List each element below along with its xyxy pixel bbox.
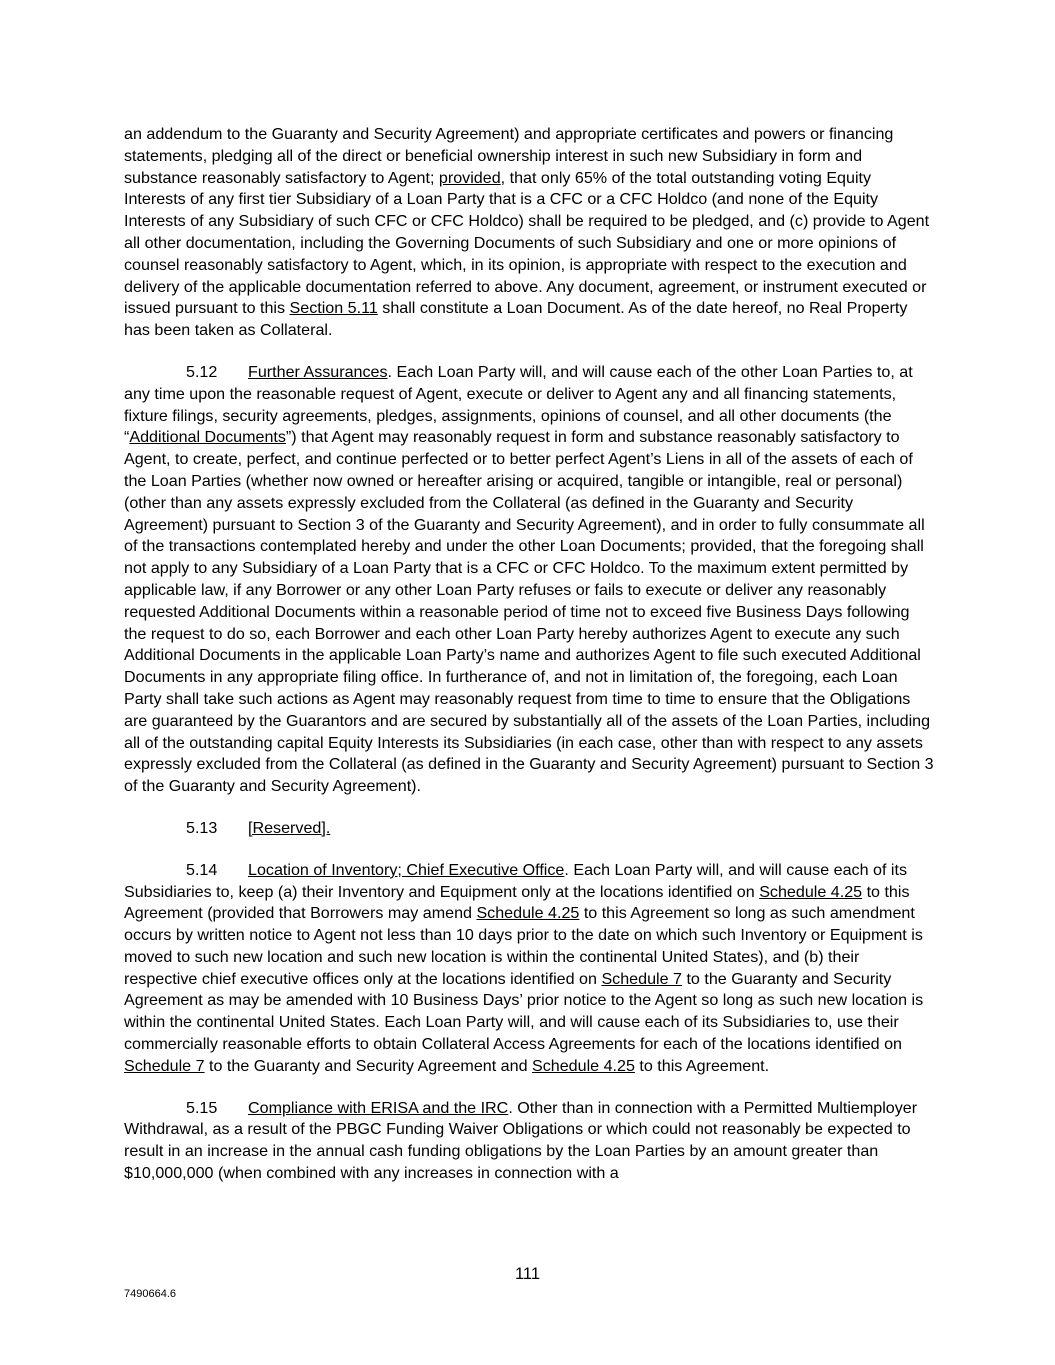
section-number: 5.12 (186, 362, 218, 381)
schedule-reference: Schedule 4.25 (532, 1056, 635, 1075)
text-run: . Each Loan Party will, and will cause each of its Subsidiaries to, keep (a) their Inventory and Equipment only at the locations identified on (124, 860, 908, 901)
schedule-reference: Schedule 4.25 (476, 904, 580, 923)
text-run: to the Guaranty and Security Agreement as may be amended with 10 Business Days’ prior notice to the Agent so long as such new location is within the continental United States. Each Loan Party will, and will cause each of its Subsidiaries to, use their commercially reasonable efforts to obtain Collateral Access Agreements for each of the locations identified on (124, 969, 924, 1054)
text-run: . Other than in connection with a Permitted Multiemployer Withdrawal, as a result of the PBGC Funding Waiver Obligations or which could not reasonably be expected to result in an increase in the annual cash funding obligations by the Loan Parties by an amount greater than $10,000,000 (when combined with any increases in connection with a (124, 1098, 918, 1183)
schedule-reference: Schedule 7 (124, 1056, 205, 1075)
text-run: to this Agreement. (634, 1056, 770, 1075)
document-body (124, 124, 934, 1205)
text-run: an addendum to the Guaranty and Security Agreement) and appropriate certificates and powers or financing statements, pledging all of the direct or beneficial ownership interest in such new Subsidiary in form and substance reasonably satisfactory to Agent; (124, 125, 894, 187)
schedule-reference: Schedule 4.25 (759, 882, 863, 901)
section-5-12 (124, 362, 934, 798)
section-5-14 (124, 860, 934, 1078)
text-run: . Each Loan Party will, and will cause each of the other Loan Parties to, at any time upon the reasonable request of Agent, execute or deliver to Agent any and all financing statements, fixture filings, security agreements, pledges, assignments, opinions of counsel, and all other documents (the “ (124, 362, 913, 447)
section-heading: Location of Inventory; Chief Executive Office (248, 860, 565, 879)
section-reference: Section 5.11 (289, 299, 378, 318)
section-number: 5.15 (186, 1098, 218, 1117)
defined-term-provided: provided (438, 168, 501, 187)
section-heading: Compliance with ERISA and the IRC (248, 1098, 509, 1117)
section-5-15 (124, 1098, 934, 1185)
section-heading: [Reserved]. (248, 818, 331, 837)
document-id: 7490664.6 (124, 1288, 176, 1300)
defined-term: Additional Documents (129, 428, 286, 447)
text-run: to the Guaranty and Security Agreement and (204, 1056, 532, 1075)
page-number: 111 (514, 1265, 541, 1283)
text-run: , that only 65% of the total outstanding voting Equity Interests of any first tier Subsidiary of a Loan Party that is a CFC or a CFC Holdco (and none of the Equity Interests of any Subsidiary of such CFC or CFC Holdco) shall be required to be pledged, and (c) provide to Agent all other documentation, including the Governing Documents of such Subsidiary and one or more opinions of counsel reasonably satisfactory to Agent, which, in its opinion, is appropriate with respect to the execution and delivery of the applicable documentation referred to above. Any document, agreement, or instrument executed or issued pursuant to this (124, 168, 930, 318)
section-heading: Further Assurances (248, 362, 388, 381)
section-5-13 (124, 818, 934, 840)
schedule-reference: Schedule 7 (601, 969, 682, 988)
section-number: 5.14 (186, 860, 218, 879)
text-run: ”) that Agent may reasonably request in form and substance reasonably satisfactory to Agent, to create, perfect, and continue perfected or to better perfect Agent’s Liens in all of the assets of each of the Loan Parties (whether now owned or hereafter arising or acquired, tangible or intangible, real or personal) (other than any assets expressly excluded from the Collateral (as defined in the Guaranty and Security Agreement) pursuant to Section 3 of the Guaranty and Security Agreement), and in order to fully consummate all of the transactions contemplated hereby and under the other Loan Documents; provided, that the foregoing shall not apply to any Subsidiary of a Loan Party that is a CFC or CFC Holdco. To the maximum extent permitted by applicable law, if any Borrower or any other Loan Party refuses or fails to execute or deliver any reasonably requested Additional Documents within a reasonable period of time not to exceed five Business Days following the request to do so, each Borrower and each other Loan Party hereby authorizes Agent to execute any such Additional Documents in the applicable Loan Party’s name and authorizes Agent to file such executed Additional Documents in any appropriate filing office. In furtherance of, and not in limitation of, the foregoing, each Loan Party shall take such actions as Agent may reasonably request from time to time to ensure that the Obligations are guaranteed by the Guarantors and are secured by substantially all of the assets of the Loan Parties, including all of the outstanding capital Equity Interests its Subsidiaries (in each case, other than with respect to any assets expressly excluded from the Collateral (as defined in the Guaranty and Security Agreement) pursuant to Section 3 of the Guaranty and Security Agreement). (124, 428, 934, 796)
text-run: to this Agreement (provided that Borrowers may amend (124, 882, 910, 923)
paragraph-continued (124, 124, 934, 342)
text-run: shall constitute a Loan Document. As of the date hereof, no Real Property has been taken as Collateral. (124, 299, 908, 340)
section-number: 5.13 (186, 818, 218, 837)
text-run: to this Agreement so long as such amendment occurs by written notice to Agent not less than 10 days prior to the date on which such Inventory or Equipment is moved to such new location and such new location is within the continental United States), and (b) their respective chief executive offices only at the locations identified on (124, 904, 923, 988)
